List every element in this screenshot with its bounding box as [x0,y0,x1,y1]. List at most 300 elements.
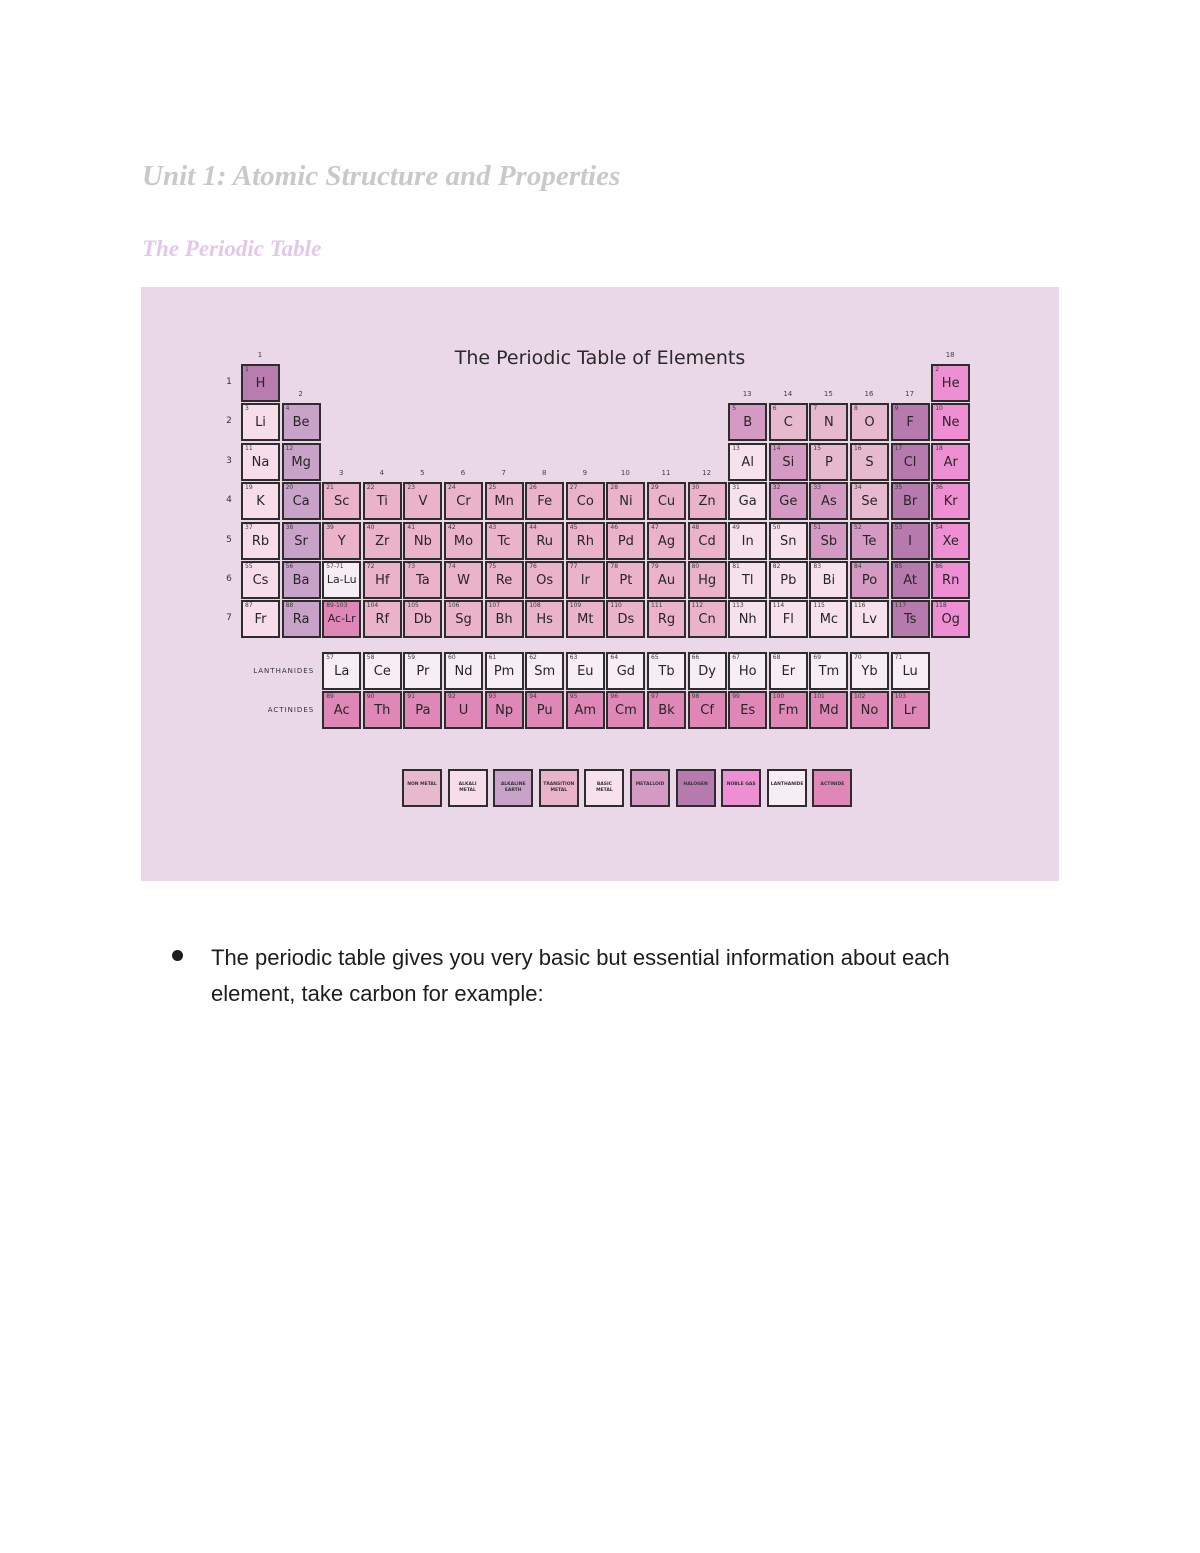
atomic-number: 4 [285,405,290,413]
element-symbol: Pt [619,573,633,588]
atomic-number: 94 [529,693,537,701]
element-cell-ta [403,561,442,599]
element-cell-pb [769,561,808,599]
element-cell-db [403,600,442,638]
atomic-number: 114 [772,602,785,610]
element-cell-hs [525,600,564,638]
period-label: 1 [226,377,232,387]
legend-label: ALKALINE EARTH [500,782,526,793]
element-symbol: Ta [416,573,430,588]
element-cell-ac [322,691,361,729]
atomic-number: 78 [610,563,619,570]
element-symbol: Cr [456,494,471,510]
element-cell-dy [688,652,727,690]
atomic-number: 57-71 [326,563,344,570]
element-cell-al [728,443,767,481]
group-label: 11 [661,468,671,477]
atomic-number: 56 [285,563,294,570]
element-symbol: Dy [698,664,716,679]
element-symbol: Ga [738,494,757,510]
element-cell-h [241,364,280,402]
element-symbol: Cu [657,494,676,510]
element-cell-md [809,691,848,729]
atomic-number: 45 [569,523,578,531]
element-cell-yb [850,652,889,690]
element-symbol: Cf [700,703,714,719]
element-cell-rh [566,522,605,560]
element-cell-eu [566,652,605,690]
element-cell-pt [606,561,645,599]
element-cell-br [891,482,930,520]
atomic-number: 83 [813,563,822,570]
element-cell-hg [688,561,727,599]
atomic-number: 110 [610,602,622,610]
element-cell-tm [809,652,848,690]
atomic-number: 1 [245,366,249,373]
element-cell-zn [688,482,727,520]
element-cell-sm [525,652,564,690]
element-symbol: I [908,533,913,549]
atomic-number: 118 [935,602,947,610]
atomic-number: 101 [813,693,825,701]
element-symbol: Nh [738,612,757,628]
element-symbol: Zr [375,533,390,549]
atomic-number: 42 [448,523,456,531]
atomic-number: 13 [732,444,740,452]
atomic-number: 113 [732,602,744,610]
atomic-number: 51 [813,523,822,531]
element-symbol: Bi [822,573,836,588]
atomic-number: 62 [529,654,537,661]
element-symbol: Si [782,454,795,470]
element-cell-rg [647,600,686,638]
element-symbol: Au [657,573,676,588]
atomic-number: 40 [366,523,375,531]
element-cell-sg [444,600,483,638]
atomic-number: 22 [366,484,375,492]
atomic-number: 54 [935,523,943,531]
element-symbol: Es [740,703,756,719]
element-cell-la-lu [322,561,361,599]
atomic-number: 29 [651,484,659,492]
element-cell-li [241,403,280,441]
element-symbol: Lr [903,703,917,719]
element-cell-pd [606,522,645,560]
element-symbol: Mg [291,454,311,470]
atomic-number: 23 [407,484,416,492]
element-symbol: K [256,494,265,510]
element-symbol: Be [292,415,310,431]
atomic-number: 64 [610,654,619,661]
element-cell-ti [363,482,402,520]
element-cell-zr [363,522,402,560]
element-cell-cn [688,600,727,638]
element-symbol: Tc [497,533,511,549]
element-cell-hf [363,561,402,599]
element-symbol: Eu [577,664,594,679]
element-cell-ho [728,652,767,690]
element-cell-bh [485,600,524,638]
element-cell-sb [809,522,848,560]
legend-swatch [676,769,716,807]
group-label: 14 [783,390,793,398]
atomic-number: 21 [326,484,334,492]
atomic-number: 73 [407,563,416,570]
atomic-number: 43 [488,523,497,531]
element-symbol: Og [941,612,960,628]
legend-swatch [721,769,761,807]
element-cell-i [891,522,930,560]
atomic-number: 3 [245,405,249,413]
group-label: 10 [620,468,630,477]
period-label: 4 [226,495,232,506]
element-cell-rn [931,561,970,599]
element-symbol: Ag [657,533,676,549]
group-label: 6 [460,468,466,477]
atomic-number: 2 [935,366,940,373]
atomic-number: 89 [326,693,334,701]
element-symbol: Gd [616,664,636,679]
atomic-number: 50 [772,523,781,531]
element-cell-cr [444,482,483,520]
atomic-number: 102 [854,693,866,701]
element-cell-si [769,443,808,481]
atomic-number: 104 [366,602,379,610]
element-symbol: Mt [577,612,594,628]
element-cell-se [850,482,889,520]
element-symbol: Cl [903,454,917,470]
atomic-number: 8 [854,405,858,413]
element-symbol: Pm [493,664,515,679]
element-symbol: No [860,703,879,719]
element-symbol: Rg [657,612,676,628]
atomic-number: 67 [732,654,740,661]
atomic-number: 116 [854,602,866,610]
element-symbol: Fl [782,612,794,628]
element-symbol: Fe [537,494,553,510]
element-cell-nd [444,652,483,690]
element-symbol: Cm [615,703,637,719]
group-label: 4 [379,468,385,477]
element-symbol: Ir [580,573,590,588]
atomic-number: 98 [691,693,700,701]
legend-label: METALLOID [635,782,665,787]
element-cell-og [931,600,970,638]
element-symbol: Ca [292,494,310,510]
element-cell-cd [688,522,727,560]
element-cell-ge [769,482,808,520]
legend-swatch [402,769,442,807]
period-label: 5 [226,534,232,545]
element-symbol: Tl [741,573,754,588]
atomic-number: 39 [326,523,334,531]
atomic-number: 16 [854,444,862,452]
atomic-number: 100 [772,693,785,701]
element-cell-pr [403,652,442,690]
element-symbol: Th [374,703,391,719]
element-cell-la [322,652,361,690]
element-cell-au [647,561,686,599]
element-symbol: Ce [373,664,391,679]
element-symbol: Os [536,573,554,588]
element-cell-es [728,691,767,729]
element-symbol: As [821,494,837,510]
element-symbol: Sg [455,612,472,628]
element-cell-no [850,691,889,729]
atomic-number: 31 [732,484,740,492]
atomic-number: 44 [529,523,537,531]
element-cell-k [241,482,280,520]
element-cell-ru [525,522,564,560]
atomic-number: 91 [407,693,416,701]
element-cell-ac-lr [322,600,361,638]
element-cell-ag [647,522,686,560]
bullet-icon [172,950,183,961]
atomic-number: 112 [691,602,704,610]
atomic-number: 59 [407,654,416,661]
atomic-number: 95 [569,693,578,701]
group-label: 18 [945,350,955,359]
group-label: 17 [905,390,915,398]
element-cell-sr [282,522,321,560]
element-symbol: H [255,376,266,391]
atomic-number: 81 [732,563,740,570]
element-cell-b [728,403,767,441]
element-cell-cs [241,561,280,599]
atomic-number: 92 [448,693,456,701]
element-symbol: La-Lu [326,573,357,586]
element-symbol: V [418,494,428,510]
element-cell-be [282,403,321,441]
element-cell-lv [850,600,889,638]
atomic-number: 32 [772,484,781,492]
element-symbol: Li [255,415,266,431]
atomic-number: 80 [691,563,700,570]
element-cell-nb [403,522,442,560]
element-symbol: He [941,376,960,391]
atomic-number: 28 [610,484,619,492]
atomic-number: 49 [732,523,740,531]
atomic-number: 88 [285,602,294,610]
element-cell-cu [647,482,686,520]
atomic-number: 76 [529,563,537,570]
atomic-number: 72 [366,563,375,570]
element-symbol: Sr [294,533,308,549]
element-symbol: Sb [820,533,838,549]
atomic-number: 41 [407,523,416,531]
element-cell-tb [647,652,686,690]
element-cell-ga [728,482,767,520]
element-cell-na [241,443,280,481]
element-symbol: U [458,703,469,719]
legend-label: ALKALI METAL [458,782,477,793]
element-symbol: Bh [495,612,513,628]
element-symbol: Sc [333,494,350,510]
element-symbol: S [865,454,874,470]
element-symbol: O [864,415,875,431]
element-symbol: Ni [619,494,633,510]
element-symbol: Db [413,612,433,628]
element-symbol: Ru [536,533,554,549]
atomic-number: 46 [610,523,619,531]
atomic-number: 52 [854,523,862,531]
element-symbol: Se [861,494,878,510]
atomic-number: 74 [448,563,456,570]
atomic-number: 86 [935,563,943,570]
atomic-number: 85 [894,563,903,570]
element-cell-xe [931,522,970,560]
atomic-number: 35 [894,484,903,492]
element-symbol: Ac [333,703,350,719]
element-symbol: Ne [941,415,960,431]
element-symbol: Pb [780,573,797,588]
element-symbol: Hs [536,612,553,628]
element-cell-ts [891,600,930,638]
atomic-number: 57 [326,654,334,661]
period-label: 6 [226,574,232,584]
atomic-number: 90 [366,693,375,701]
element-cell-ds [606,600,645,638]
atomic-number: 70 [854,654,862,661]
element-symbol: Na [251,454,270,470]
element-cell-o [850,403,889,441]
element-cell-ra [282,600,321,638]
atomic-number: 58 [366,654,375,661]
atomic-number: 33 [813,484,822,492]
element-symbol: C [783,415,793,431]
group-label: 9 [582,468,588,477]
element-cell-cm [606,691,645,729]
element-symbol: Ac-Lr [327,612,356,626]
legend-swatch [812,769,852,807]
group-label: 13 [742,390,752,398]
legend-swatch [539,769,579,807]
element-symbol: Br [902,494,918,510]
element-cell-ce [363,652,402,690]
atomic-number: 108 [529,602,541,610]
atomic-number: 87 [245,602,253,610]
atomic-number: 71 [894,654,903,661]
element-cell-fl [769,600,808,638]
element-symbol: Tm [818,664,840,679]
legend-swatch [767,769,807,807]
element-cell-in [728,522,767,560]
element-cell-os [525,561,564,599]
element-symbol: Te [862,533,877,549]
atomic-number: 27 [569,484,578,492]
element-symbol: Mc [819,612,839,628]
element-cell-lu [891,652,930,690]
element-cell-ba [282,561,321,599]
atomic-number: 89-103 [326,602,348,610]
element-cell-as [809,482,848,520]
element-symbol: Zn [698,494,716,510]
atomic-number: 96 [610,693,619,701]
element-symbol: Nb [413,533,432,549]
element-symbol: Hf [375,573,390,588]
element-symbol: Md [819,703,839,719]
periodic-table-figure [141,287,1059,881]
element-symbol: Mn [494,494,514,510]
atomic-number: 9 [894,405,899,413]
atomic-number: 60 [448,654,456,661]
element-symbol: Rb [251,533,270,549]
atomic-number: 18 [935,444,943,452]
element-cell-tc [485,522,524,560]
atomic-number: 6 [772,405,777,413]
page-title: Unit 1: Atomic Structure and Properties [142,160,621,192]
atomic-number: 107 [488,602,501,610]
element-cell-sn [769,522,808,560]
element-cell-c [769,403,808,441]
element-cell-bi [809,561,848,599]
element-cell-mt [566,600,605,638]
atomic-number: 11 [245,444,253,452]
legend-swatch [493,769,533,807]
atomic-number: 69 [813,654,822,661]
element-symbol: Lv [862,612,877,628]
legend-label: HALOGEN [683,782,708,787]
legend-swatch [630,769,670,807]
element-cell-pa [403,691,442,729]
group-label: 12 [702,468,712,477]
element-symbol: Fr [254,612,267,628]
element-cell-w [444,561,483,599]
element-symbol: Re [495,573,513,588]
atomic-number: 61 [488,654,497,661]
element-cell-er [769,652,808,690]
element-symbol: Ti [376,494,388,510]
atomic-number: 5 [732,405,737,413]
element-symbol: Cn [698,612,716,628]
group-label: 8 [541,468,547,477]
atomic-number: 14 [772,444,781,452]
element-symbol: W [457,573,470,588]
atomic-number: 75 [488,563,497,570]
figure-title: The Periodic Table of Elements [454,347,746,369]
element-cell-kr [931,482,970,520]
period-label: 7 [226,613,232,624]
element-cell-am [566,691,605,729]
element-symbol: Pu [536,703,553,719]
element-cell-v [403,482,442,520]
group-label: 15 [823,390,833,398]
section-heading: The Periodic Table [142,236,322,261]
legend-label: NOBLE GAS [726,782,756,787]
atomic-number: 117 [894,602,907,610]
element-cell-cf [688,691,727,729]
element-cell-tl [728,561,767,599]
element-cell-s [850,443,889,481]
element-symbol: B [743,415,753,431]
element-cell-f [891,403,930,441]
atomic-number: 17 [894,444,903,452]
element-symbol: Am [574,703,597,719]
group-label: 5 [420,468,425,477]
atomic-number: 38 [285,523,294,531]
group-label: 16 [864,390,874,398]
element-cell-ne [931,403,970,441]
element-symbol: Po [861,573,878,588]
legend-label: LANTHANIDE [770,782,804,787]
element-symbol: F [906,415,914,431]
atomic-number: 99 [732,693,740,701]
lanthanides-label: LANTHANIDES [253,667,315,675]
atomic-number: 48 [691,523,700,531]
atomic-number: 53 [894,523,903,531]
atomic-number: 93 [488,693,497,701]
element-symbol: Sn [780,533,797,549]
